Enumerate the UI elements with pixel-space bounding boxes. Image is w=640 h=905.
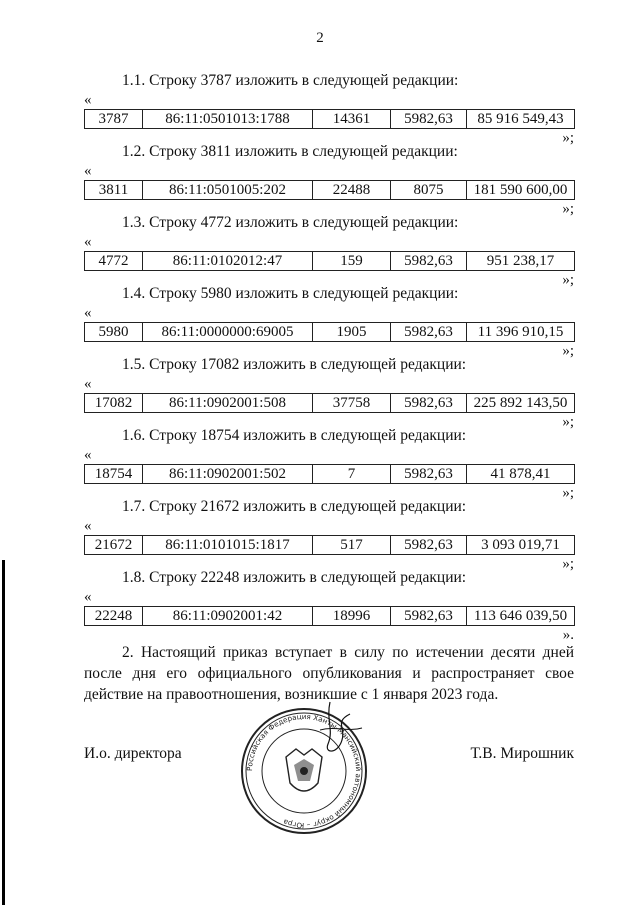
cell-row-number: 3787 xyxy=(85,110,143,129)
amendment-instruction: 1.2. Строку 3811 изложить в следующей редакции: xyxy=(122,143,458,160)
cell-area: 1905 xyxy=(313,323,391,342)
amendment-table-row xyxy=(84,251,575,271)
cell-rate: 5982,63 xyxy=(391,323,467,342)
cell-rate: 5982,63 xyxy=(391,607,467,626)
open-quote: « xyxy=(84,518,92,534)
amendment-table-row xyxy=(84,322,575,342)
cell-value: 3 093 019,71 xyxy=(467,536,575,555)
cell-cadastral-number: 86:11:0501005:202 xyxy=(143,181,313,200)
amendment-instruction: 1.5. Строку 17082 изложить в следующей редакции: xyxy=(122,356,467,373)
cell-row-number: 22248 xyxy=(85,607,143,626)
cell-area: 22488 xyxy=(313,181,391,200)
seal-text: Российская Федерация Ханты-Мансийский автономный округ – Югра xyxy=(244,711,364,831)
signatory-title: И.о. директора xyxy=(84,745,182,762)
cell-row-number: 18754 xyxy=(85,465,143,484)
page-number: 2 xyxy=(316,30,324,46)
signature-icon xyxy=(290,700,370,760)
amendment-instruction: 1.8. Строку 22248 изложить в следующей редакции: xyxy=(122,569,467,586)
open-quote: « xyxy=(84,305,92,321)
open-quote: « xyxy=(84,234,92,250)
open-quote: « xyxy=(84,589,92,605)
cell-row-number: 3811 xyxy=(85,181,143,200)
cell-value: 85 916 549,43 xyxy=(467,110,575,129)
cell-area: 18996 xyxy=(313,607,391,626)
paragraph-2: 2. Настоящий приказ вступает в силу по истечении десяти дней после дня его официального опубликования и распространяет свое действие на правоотношения, возникшие с 1 января 2023 года. xyxy=(84,644,574,703)
open-quote: « xyxy=(84,376,92,392)
close-quote: »; xyxy=(562,343,574,359)
cell-cadastral-number: 86:11:0902001:508 xyxy=(143,394,313,413)
open-quote: « xyxy=(84,447,92,463)
cell-rate: 8075 xyxy=(391,181,467,200)
close-quote: »; xyxy=(562,556,574,572)
cell-value: 41 878,41 xyxy=(467,465,575,484)
cell-area: 14361 xyxy=(313,110,391,129)
close-quote: ». xyxy=(562,627,574,643)
cell-value: 11 396 910,15 xyxy=(467,323,575,342)
amendment-table-row xyxy=(84,109,575,129)
cell-cadastral-number: 86:11:0000000:69005 xyxy=(143,323,313,342)
open-quote: « xyxy=(84,92,92,108)
signatory-name: Т.В. Мирошник xyxy=(470,745,574,762)
amendment-instruction: 1.1. Строку 3787 изложить в следующей редакции: xyxy=(122,72,459,89)
cell-rate: 5982,63 xyxy=(391,252,467,271)
amendment-instruction: 1.6. Строку 18754 изложить в следующей редакции: xyxy=(122,427,467,444)
close-quote: »; xyxy=(562,414,574,430)
amendment-instruction: 1.4. Строку 5980 изложить в следующей редакции: xyxy=(122,285,459,302)
amendment-instruction: 1.3. Строку 4772 изложить в следующей редакции: xyxy=(122,214,459,231)
cell-area: 37758 xyxy=(313,394,391,413)
cell-rate: 5982,63 xyxy=(391,536,467,555)
close-quote: »; xyxy=(562,201,574,217)
cell-area: 7 xyxy=(313,465,391,484)
cell-area: 517 xyxy=(313,536,391,555)
amendment-table-row xyxy=(84,535,575,555)
cell-value: 181 590 600,00 xyxy=(467,181,575,200)
cell-row-number: 17082 xyxy=(85,394,143,413)
cell-value: 113 646 039,50 xyxy=(467,607,575,626)
close-quote: »; xyxy=(562,485,574,501)
cell-rate: 5982,63 xyxy=(391,110,467,129)
cell-rate: 5982,63 xyxy=(391,394,467,413)
cell-value: 951 238,17 xyxy=(467,252,575,271)
cell-cadastral-number: 86:11:0902001:42 xyxy=(143,607,313,626)
cell-row-number: 4772 xyxy=(85,252,143,271)
amendment-table-row xyxy=(84,606,575,626)
cell-cadastral-number: 86:11:0501013:1788 xyxy=(143,110,313,129)
cell-cadastral-number: 86:11:0101015:1817 xyxy=(143,536,313,555)
cell-row-number: 21672 xyxy=(85,536,143,555)
cell-area: 159 xyxy=(313,252,391,271)
close-quote: »; xyxy=(562,272,574,288)
cell-cadastral-number: 86:11:0102012:47 xyxy=(143,252,313,271)
cell-row-number: 5980 xyxy=(85,323,143,342)
amendment-instruction: 1.7. Строку 21672 изложить в следующей редакции: xyxy=(122,498,467,515)
amendment-table-row xyxy=(84,180,575,200)
cell-cadastral-number: 86:11:0902001:502 xyxy=(143,465,313,484)
handwritten-signature xyxy=(290,700,370,765)
amendment-table-row xyxy=(84,464,575,484)
cell-rate: 5982,63 xyxy=(391,465,467,484)
cell-value: 225 892 143,50 xyxy=(467,394,575,413)
close-quote: »; xyxy=(562,130,574,146)
open-quote: « xyxy=(84,163,92,179)
amendment-table-row xyxy=(84,393,575,413)
margin-scan-bar xyxy=(2,560,5,905)
